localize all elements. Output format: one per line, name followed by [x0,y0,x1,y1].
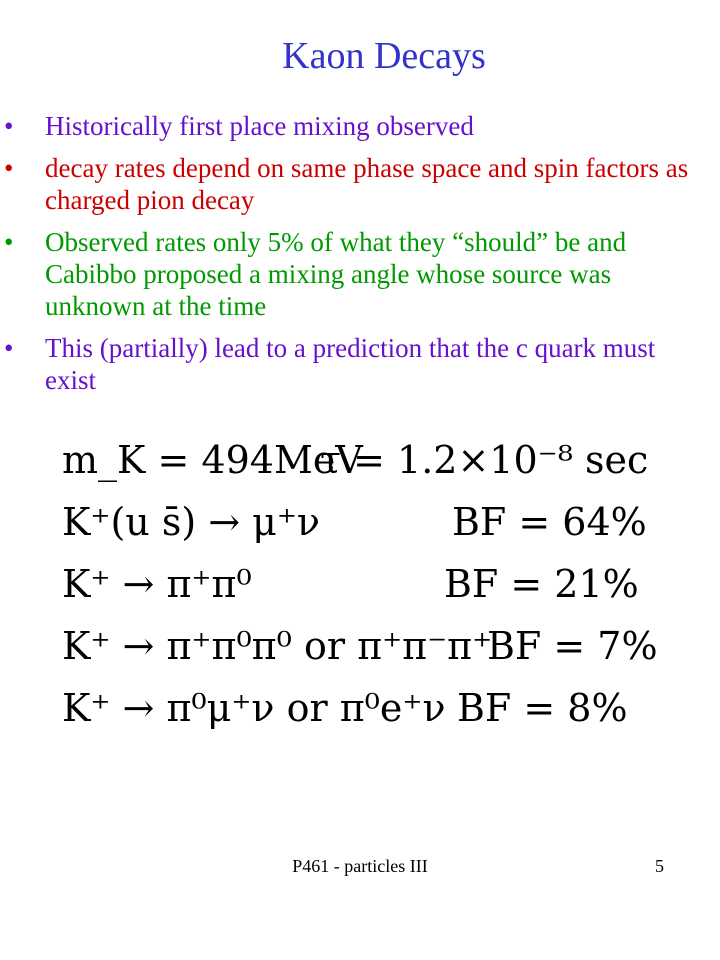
formula-left: K⁺(u s̄) → μ⁺ν [62,500,321,544]
slide-title: Kaon Decays [282,35,486,77]
bullet-text: Observed rates only 5% of what they “should” be and Cabibbo proposed a mixing angle whose source was unknown at the time [45,227,627,321]
formula-left: K⁺ → π⁺π⁰π⁰ or π⁺π⁻π⁺ [62,624,493,668]
formula-row [62,624,702,686]
bullet-dot: • [4,227,14,257]
formula-left: m_K = 494MeV [62,438,363,482]
formula-left: K⁺ → π⁺π⁰ [62,562,252,606]
formula-right: τ = 1.2×10⁻⁸ sec [320,438,649,482]
bullet-item [0,152,720,216]
bullet-dot: • [4,333,14,363]
formula-right: BF = 8% [457,686,628,730]
bullet-text: decay rates depend on same phase space and spin factors as charged pion decay [45,153,689,215]
bullet-list [0,110,720,406]
formula-row [62,562,702,624]
bullet-text: This (partially) lead to a prediction that the c quark must exist [45,333,656,395]
formula-left: K⁺ → π⁰μ⁺ν or π⁰e⁺ν [62,686,446,730]
formula-row [62,438,702,500]
page-number: 5 [655,856,664,876]
formula-row [62,500,702,562]
formula-row [62,686,702,748]
footer-course: P461 - particles III [292,856,428,876]
bullet-text: Historically first place mixing observed [45,111,474,141]
bullet-item [0,110,720,142]
formula-right: BF = 64% [452,500,647,544]
decay-formulas [62,438,702,748]
bullet-dot: • [4,111,14,141]
bullet-item [0,226,720,322]
bullet-dot: • [4,153,14,183]
bullet-item [0,332,720,396]
formula-right: BF = 21% [444,562,639,606]
formula-right: BF = 7% [487,624,658,668]
